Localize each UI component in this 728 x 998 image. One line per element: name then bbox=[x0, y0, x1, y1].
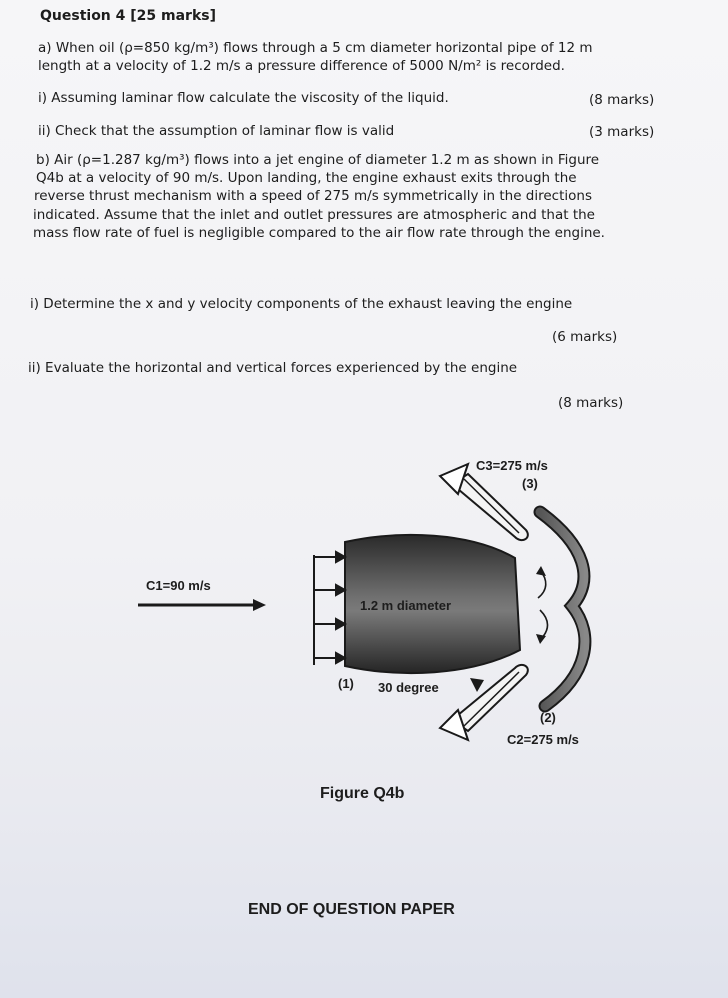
part-b-ii-text: ii) Evaluate the horizontal and vertical forces experienced by the engine bbox=[28, 360, 518, 376]
c1-label: C1=90 m/s bbox=[146, 578, 211, 593]
part-a-line-1: a) When oil (ρ=850 kg/m³) flows through a 5 cm diameter horizontal pipe of 12 m bbox=[38, 40, 593, 56]
point-3-label: (3) bbox=[522, 476, 538, 491]
part-a-ii-text: ii) Check that the assumption of laminar flow is valid bbox=[38, 123, 395, 139]
inlet-flow-arrows bbox=[314, 552, 345, 663]
angle-marker-arrow bbox=[470, 678, 484, 692]
c3-label: C3=275 m/s bbox=[476, 458, 548, 473]
end-of-paper: END OF QUESTION PAPER bbox=[248, 901, 455, 918]
lower-exhaust-tube bbox=[440, 665, 528, 740]
part-a-i-marks: (8 marks) bbox=[589, 92, 655, 108]
jet-engine-figure bbox=[0, 430, 728, 770]
part-b-line-2: Q4b at a velocity of 90 m/s. Upon landing, the engine exhaust exits through the bbox=[36, 170, 577, 186]
angle-label: 30 degree bbox=[378, 680, 439, 695]
c2-label: C2=275 m/s bbox=[507, 732, 579, 747]
part-a-line-2: length at a velocity of 1.2 m/s a pressure difference of 5000 N/m² is recorded. bbox=[38, 58, 565, 74]
upper-exhaust-tube bbox=[440, 464, 528, 540]
diameter-label: 1.2 m diameter bbox=[360, 598, 452, 613]
part-b-line-4: indicated. Assume that the inlet and outlet pressures are atmospheric and that the bbox=[33, 207, 595, 223]
part-b-i-marks: (6 marks) bbox=[552, 329, 618, 345]
figure-caption: Figure Q4b bbox=[320, 785, 405, 802]
part-b-i-text: i) Determine the x and y velocity components of the exhaust leaving the engine bbox=[30, 296, 573, 312]
part-b-ii-marks: (8 marks) bbox=[558, 395, 624, 411]
point-2-label: (2) bbox=[540, 710, 556, 725]
part-b-line-3: reverse thrust mechanism with a speed of 275 m/s symmetrically in the directions bbox=[34, 188, 592, 204]
question-title: Question 4 [25 marks] bbox=[40, 8, 216, 24]
part-a-i-text: i) Assuming laminar flow calculate the viscosity of the liquid. bbox=[38, 90, 449, 106]
part-b-line-1: b) Air (ρ=1.287 kg/m³) flows into a jet engine of diameter 1.2 m as shown in Figure bbox=[36, 152, 600, 168]
part-a-ii-marks: (3 marks) bbox=[589, 124, 655, 140]
point-1-label: (1) bbox=[338, 676, 354, 691]
part-b-line-5: mass flow rate of fuel is negligible compared to the air flow rate through the engine. bbox=[33, 225, 605, 241]
